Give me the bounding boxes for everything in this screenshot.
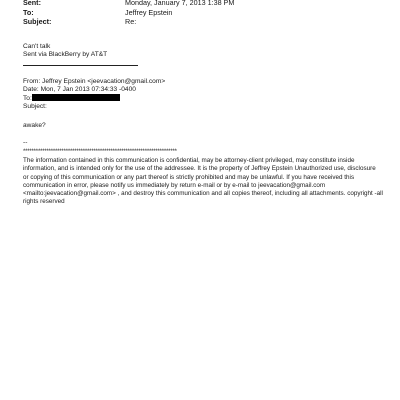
redaction-bar (32, 94, 120, 101)
reply-line-2: Sent via BlackBerry by AT&T (23, 51, 108, 58)
quoted-to-row (23, 94, 120, 103)
disclaimer-stars: ************************************************************************ (23, 149, 177, 155)
quoted-message: awake? (23, 122, 46, 129)
to-value: Jeffrey Epstein (125, 8, 173, 17)
quoted-date: Date: Mon, 7 Jan 2013 07:34:33 -0400 (23, 86, 136, 93)
subject-value: Re: (125, 17, 137, 26)
quoted-subject: Subject: (23, 103, 47, 110)
quoted-to-label: To: (23, 95, 32, 102)
subject-label: Subject: (23, 17, 52, 26)
signature-separator: -- (23, 139, 28, 146)
sent-label: Sent: (23, 0, 41, 7)
quoted-from: From: Jeffrey Epstein <jeevacation@gmail.com> (23, 78, 166, 85)
signature-rule (23, 65, 138, 66)
to-label: To: (23, 8, 34, 17)
confidentiality-disclaimer: The information contained in this communication is confidential, may be attorney-client privileged, may constitute inside information, and is intended only for the use of the addressee. It is the property of Jeffrey Epstein Unauthorized use, disclosure or copying of this communication or any part thereof is strictly prohibited and may be unlawful. If you have received this communication in error, please notify us immediately by return e-mail or by e-mail to jeevacation@gmail.com <mailto:jeevacation@gmail.com> , and destroy this communication and all copies thereof, including all attachments. copyright -all rights reserved (23, 157, 383, 206)
reply-line-1: Can't talk (23, 43, 51, 50)
sent-value: Monday, January 7, 2013 1:38 PM (125, 0, 235, 7)
